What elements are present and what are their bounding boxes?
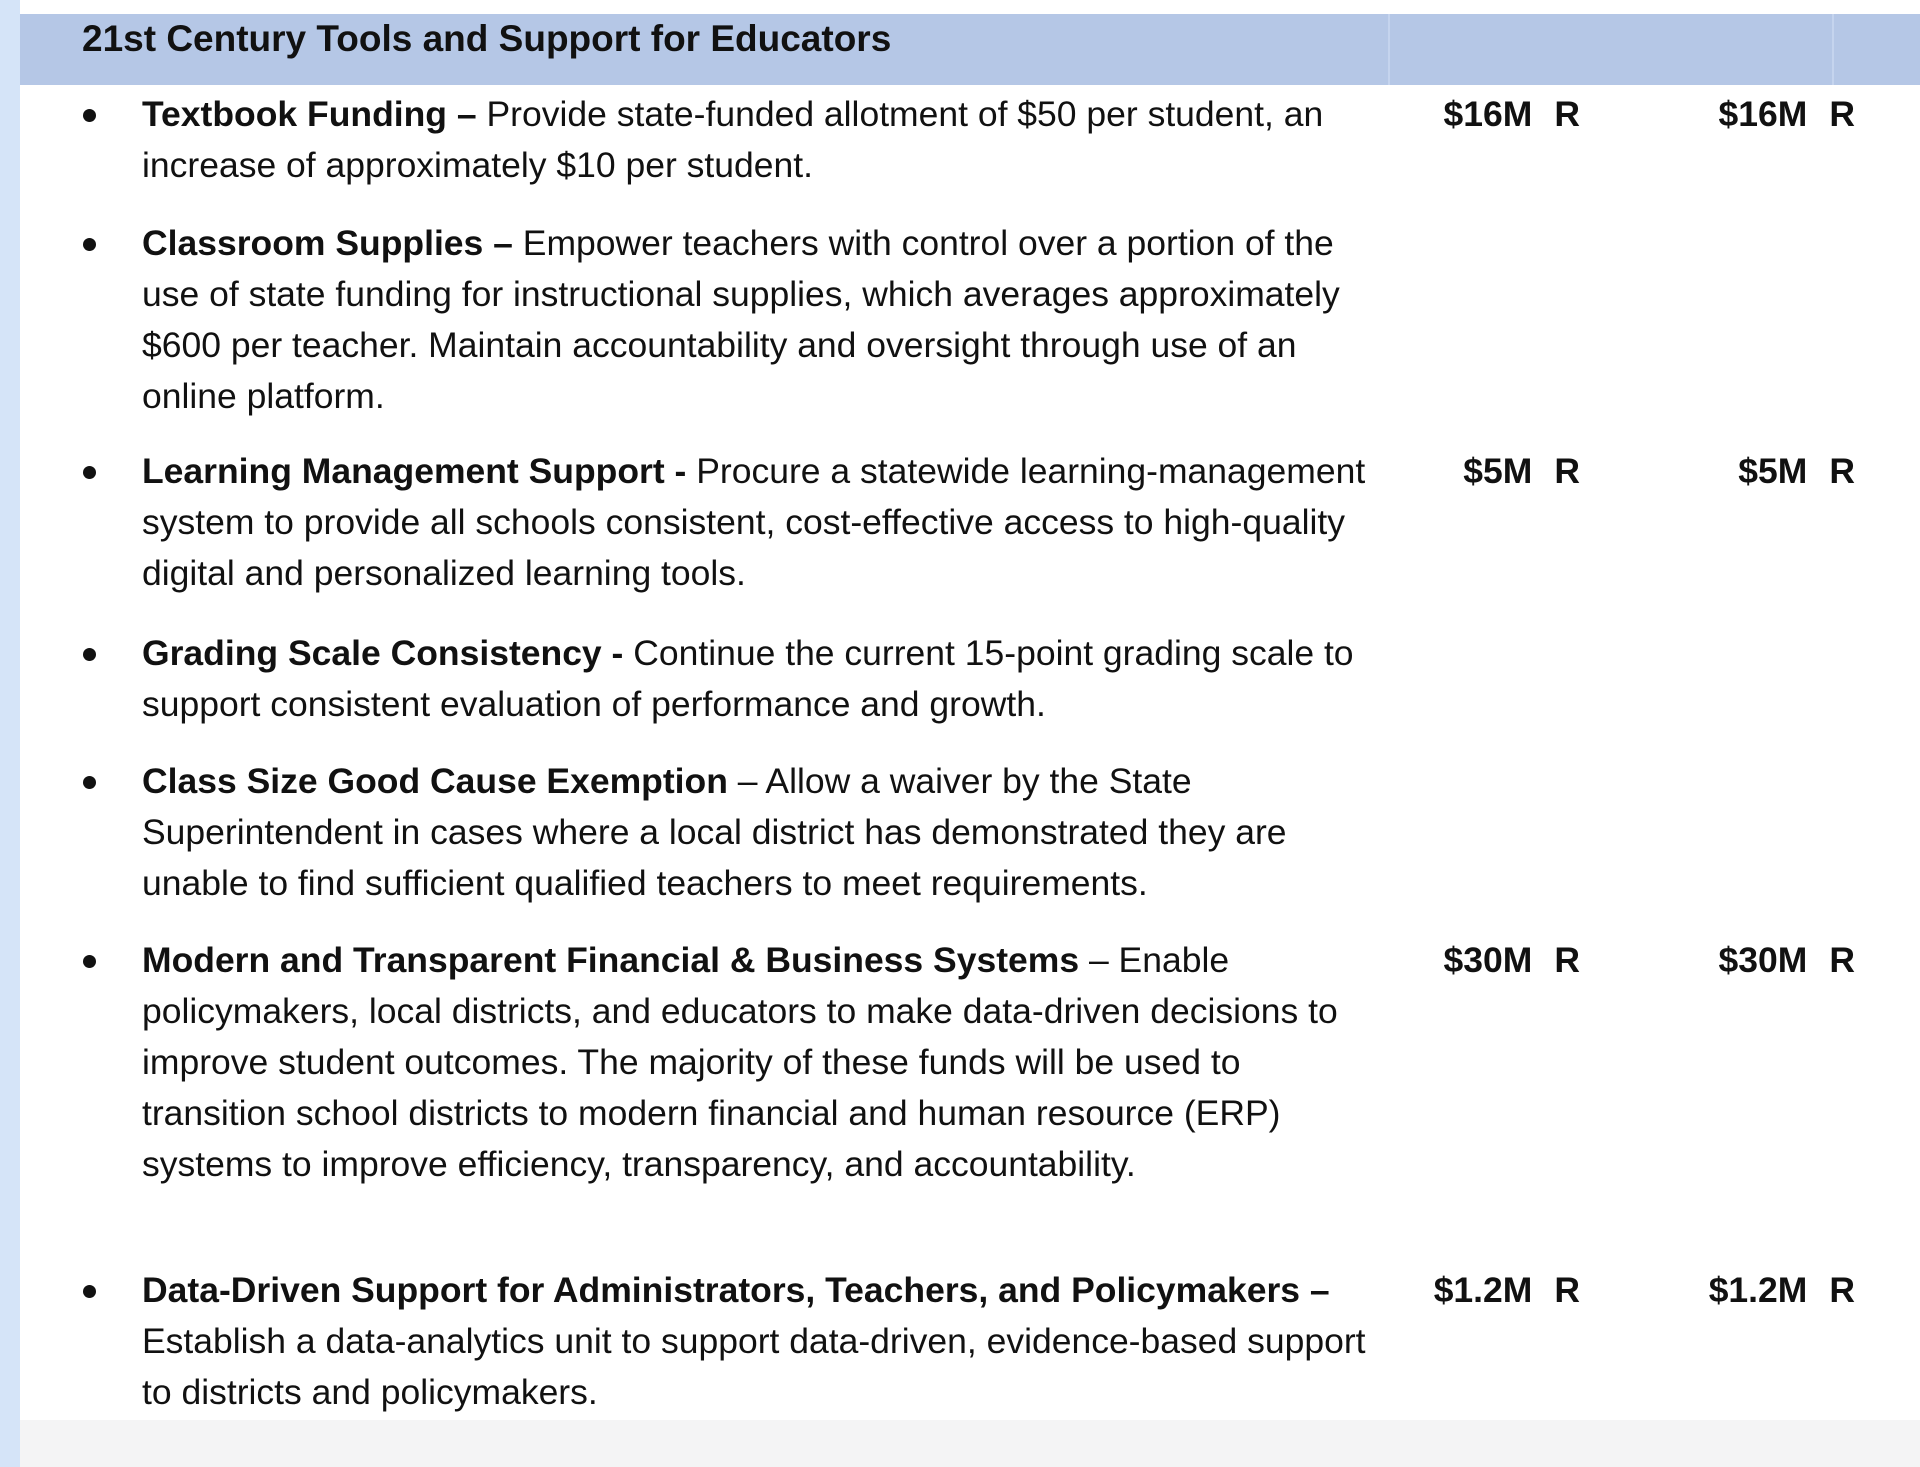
item-description: – Enable policymakers, local districts, and educators to make data-driven decisions to improve student outcomes. The majority of these funds will be used to transition school districts to modern financial and human resource (ERP) systems to improve efficiency, transparency, and accountability. xyxy=(142,940,1338,1184)
item-title: Modern and Transparent Financial & Business Systems xyxy=(142,940,1080,980)
recurring-flag: R xyxy=(1554,94,1580,134)
amount-column-2 xyxy=(1709,1265,1855,1316)
recurring-flag: R xyxy=(1829,451,1855,491)
item-description: Empower teachers with control over a portion of the use of state funding for instructional supplies, which averages approximately $600 per teacher. Maintain accountability and oversight through use of an online platform. xyxy=(142,223,1340,416)
amount-column-1 xyxy=(1444,89,1580,140)
item-description: Provide state-funded allotment of $50 per student, an increase of approximately $10 per student. xyxy=(142,94,1324,185)
left-margin-strip xyxy=(0,0,20,1467)
header-column-divider xyxy=(1832,14,1834,85)
amount-value: $16M xyxy=(1718,94,1808,134)
amount-value: $1.2M xyxy=(1433,1270,1533,1310)
item-title: Class Size Good Cause Exemption xyxy=(142,761,728,801)
recurring-flag: R xyxy=(1554,940,1580,980)
item-text xyxy=(142,935,1387,1190)
item-text xyxy=(142,446,1387,599)
item-title: Grading Scale Consistency - xyxy=(142,633,624,673)
item-description: Continue the current 15-point grading scale to support consistent evaluation of performance and growth. xyxy=(142,633,1354,724)
item-description: Establish a data-analytics unit to support data-driven, evidence-based support to districts and policymakers. xyxy=(142,1321,1366,1412)
bullet-icon xyxy=(83,238,96,251)
item-text xyxy=(142,756,1387,909)
amount-column-2 xyxy=(1719,935,1855,986)
amount-value: $5M xyxy=(1463,451,1533,491)
recurring-flag: R xyxy=(1554,1270,1580,1310)
item-text xyxy=(142,89,1387,191)
recurring-flag: R xyxy=(1829,940,1855,980)
amount-value: $30M xyxy=(1718,940,1808,980)
bullet-icon xyxy=(83,776,96,789)
amount-column-2 xyxy=(1738,446,1855,497)
recurring-flag: R xyxy=(1554,451,1580,491)
amount-column-1 xyxy=(1434,1265,1580,1316)
recurring-flag: R xyxy=(1829,94,1855,134)
item-text xyxy=(142,1265,1387,1418)
item-title: Textbook Funding – xyxy=(142,94,477,134)
recurring-flag: R xyxy=(1829,1270,1855,1310)
amount-value: $5M xyxy=(1738,451,1808,491)
amount-column-2 xyxy=(1719,89,1855,140)
item-title: Data-Driven Support for Administrators, Teachers, and Policymakers – xyxy=(142,1270,1330,1310)
bullet-icon xyxy=(83,109,96,122)
amount-column-1 xyxy=(1444,935,1580,986)
amount-value: $16M xyxy=(1443,94,1533,134)
amount-column-1 xyxy=(1463,446,1580,497)
bullet-icon xyxy=(83,1285,96,1298)
header-column-divider xyxy=(1388,14,1390,85)
item-description: Procure a statewide learning-management system to provide all schools consistent, cost-effective access to high-quality digital and personalized learning tools. xyxy=(142,451,1366,593)
amount-value: $30M xyxy=(1443,940,1533,980)
item-text xyxy=(142,218,1387,422)
bullet-icon xyxy=(83,955,96,968)
item-text xyxy=(142,628,1387,730)
bullet-icon xyxy=(83,466,96,479)
amount-value: $1.2M xyxy=(1708,1270,1808,1310)
bullet-icon xyxy=(83,648,96,661)
section-title: 21st Century Tools and Support for Educators xyxy=(82,18,892,59)
item-description: – Allow a waiver by the State Superintendent in cases where a local district has demonstrated they are unable to find sufficient qualified teachers to meet requirements. xyxy=(142,761,1287,903)
item-title: Learning Management Support - xyxy=(142,451,687,491)
item-title: Classroom Supplies – xyxy=(142,223,513,263)
